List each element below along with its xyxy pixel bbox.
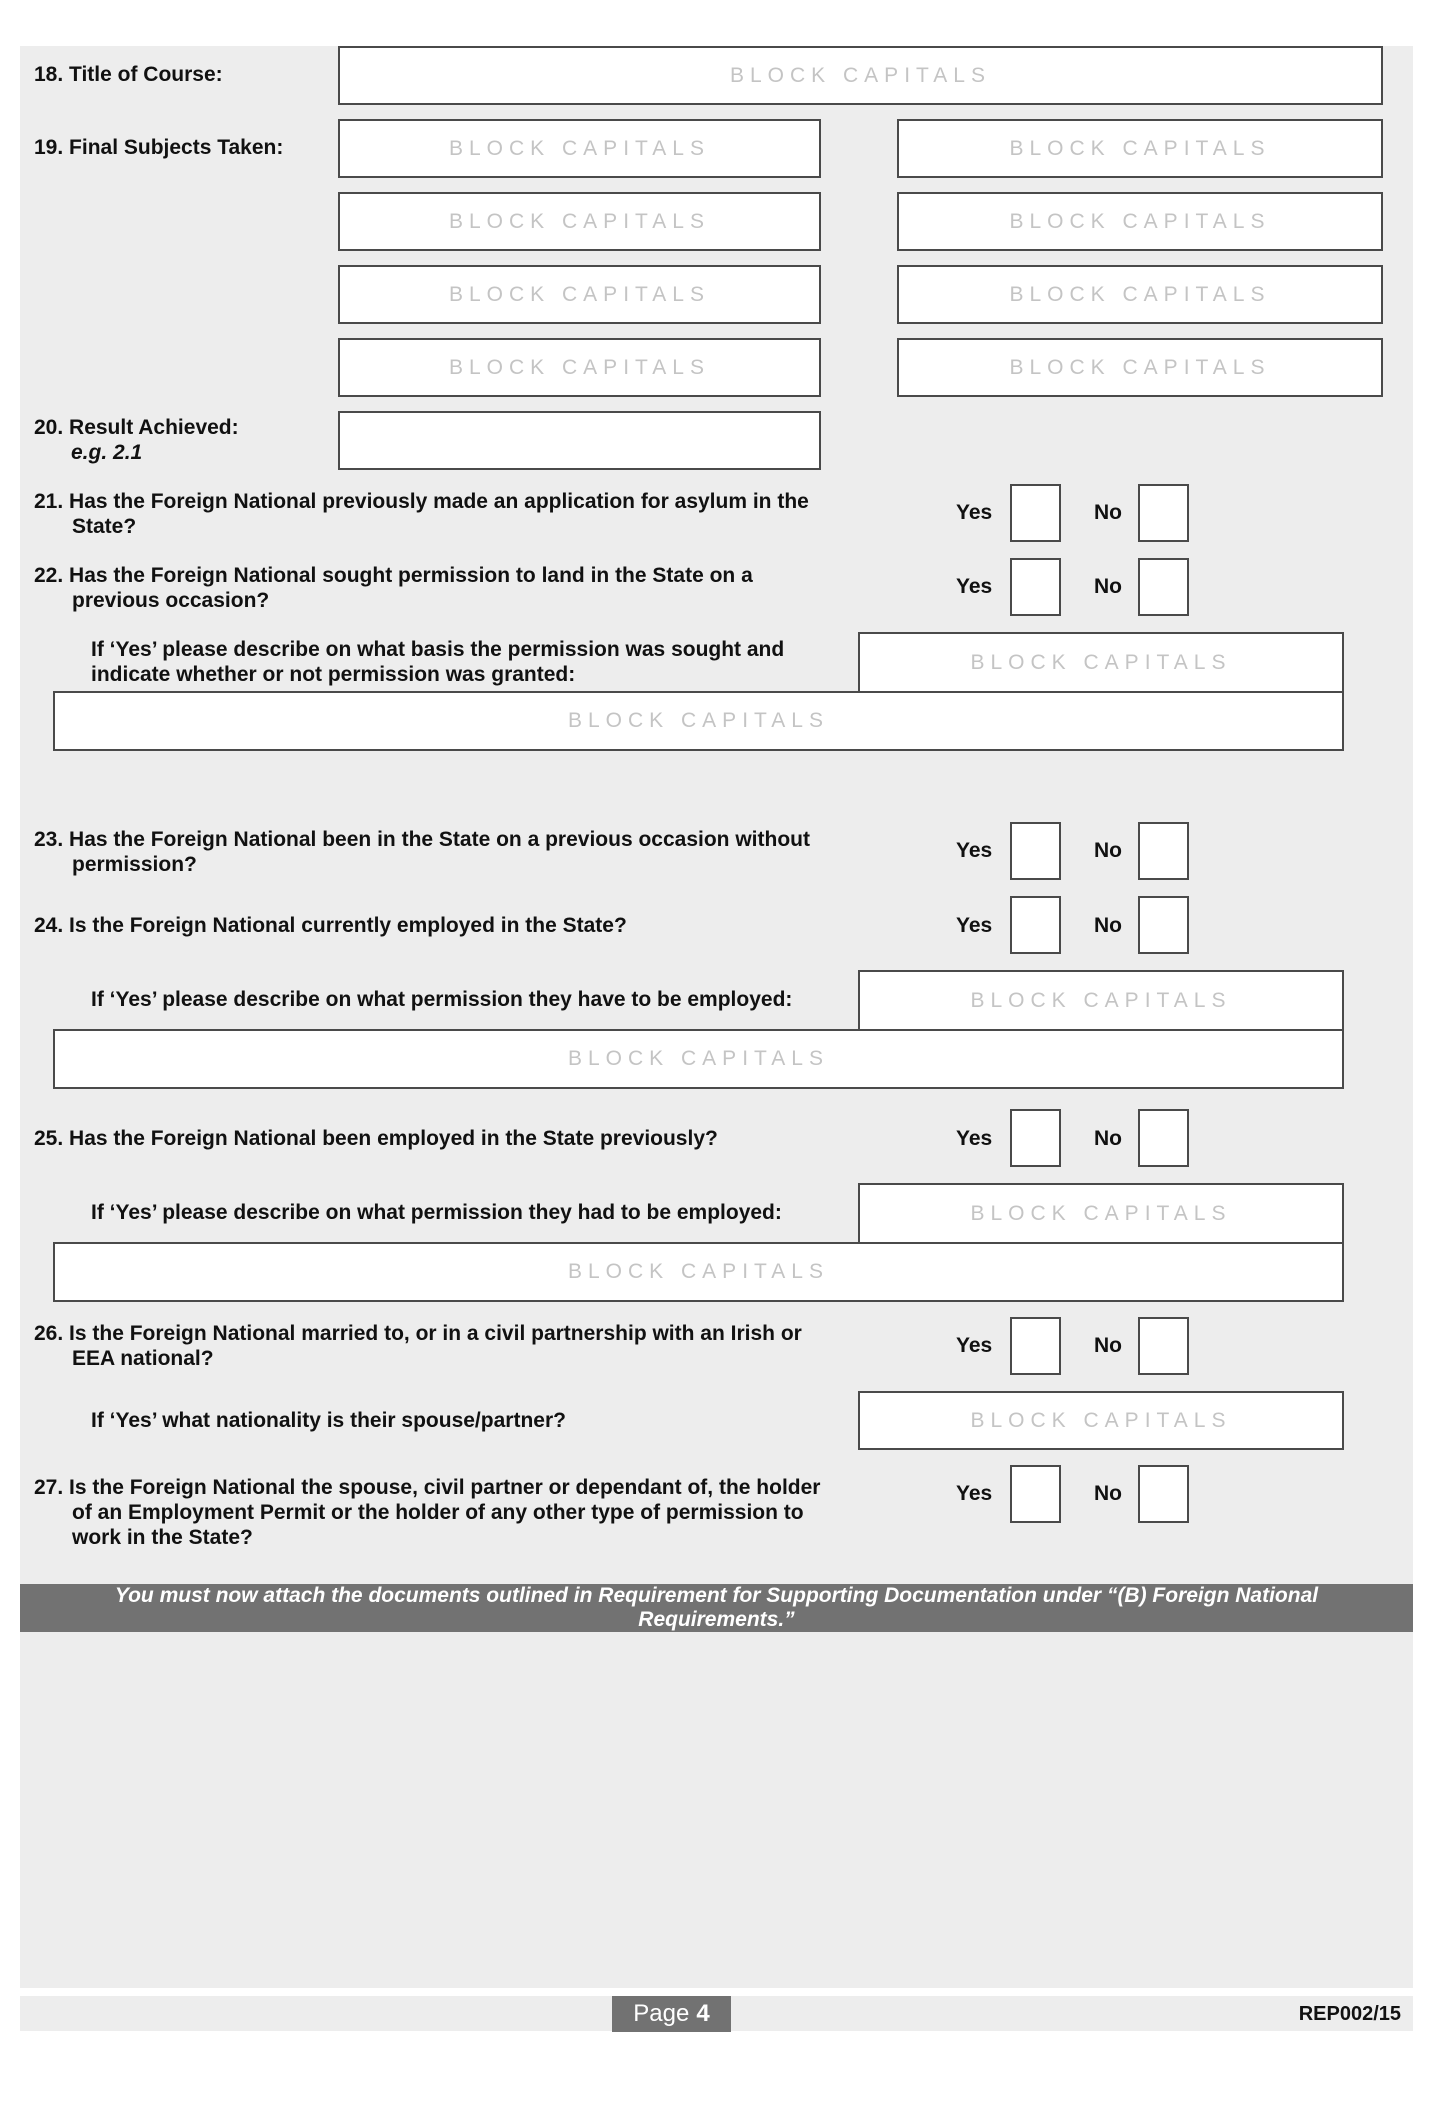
q22-label [34,563,753,613]
page-number: 4 [696,2000,710,2027]
q27-yes-checkbox[interactable] [1010,1465,1061,1523]
q25-no-label: No [1094,1127,1122,1150]
subject-field-1[interactable]: BLOCK CAPITALS [338,119,821,178]
q22-yes-checkbox[interactable] [1010,558,1061,616]
q23-yes-label: Yes [956,839,993,862]
q23-line2: permission? [72,853,197,876]
q23-line1: 23. Has the Foreign National been in the State on a previous occasion without [34,828,810,851]
q26-line2: EEA national? [72,1347,214,1370]
q26-label [34,1321,802,1371]
q21-line1: 21. Has the Foreign National previously made an application for asylum in the [34,490,809,513]
q24-yes-label: Yes [956,914,993,937]
q20-text: 20. Result Achieved: [34,416,239,439]
notice-line1: You must now attach the documents outlined in Requirement for Supporting Documentation under “(B) Foreign National [114,1584,1319,1607]
q27-line1: 27. Is the Foreign National the spouse, civil partner or dependant of, the holder [34,1476,821,1499]
notice-line2: Requirements.” [638,1608,795,1631]
q24-detail-field-1[interactable]: BLOCK CAPITALS [858,970,1344,1031]
q27-label [34,1475,820,1550]
q21-line2: State? [72,515,137,538]
subject-field-5[interactable]: BLOCK CAPITALS [338,265,821,324]
q19-label: 19. Final Subjects Taken: [34,136,284,159]
q25-no-checkbox[interactable] [1138,1109,1189,1167]
q26-yes-label: Yes [956,1334,993,1357]
q22-yes-label: Yes [956,575,993,598]
subject-field-2[interactable]: BLOCK CAPITALS [897,119,1383,178]
page-label: Page [633,2000,690,2027]
q25-detail-field-2[interactable]: BLOCK CAPITALS [53,1242,1344,1302]
q24-no-label: No [1094,914,1122,937]
form-reference: REP002/15 [1298,2003,1401,2025]
q23-no-label: No [1094,839,1122,862]
q24-no-checkbox[interactable] [1138,896,1189,954]
q18-label: 18. Title of Course: [34,63,223,86]
result-field[interactable] [338,411,821,470]
subject-field-4[interactable]: BLOCK CAPITALS [897,192,1383,251]
q27-yes-label: Yes [956,1482,993,1505]
page-number-badge [612,1996,731,2032]
q25-yes-checkbox[interactable] [1010,1109,1061,1167]
q23-yes-checkbox[interactable] [1010,822,1061,880]
q23-no-checkbox[interactable] [1138,822,1189,880]
q25-followup-label: If ‘Yes’ please describe on what permission they had to be employed: [91,1201,782,1224]
q27-line3: work in the State? [72,1526,253,1549]
q22-detail-field-1[interactable]: BLOCK CAPITALS [858,632,1344,693]
q26-no-checkbox[interactable] [1138,1317,1189,1375]
q27-no-label: No [1094,1482,1122,1505]
q25-detail-field-1[interactable]: BLOCK CAPITALS [858,1183,1344,1244]
q20-label [34,415,239,465]
q20-example: e.g. 2.1 [71,441,143,464]
q26-no-label: No [1094,1334,1122,1357]
q25-label: 25. Has the Foreign National been employed in the State previously? [34,1127,718,1150]
spouse-nationality-field[interactable]: BLOCK CAPITALS [858,1391,1344,1450]
q21-yes-label: Yes [956,501,993,524]
q25-yes-label: Yes [956,1127,993,1150]
q22-no-checkbox[interactable] [1138,558,1189,616]
q24-followup-label: If ‘Yes’ please describe on what permission they have to be employed: [91,988,793,1011]
course-title-field[interactable]: BLOCK CAPITALS [338,46,1383,105]
q21-yes-checkbox[interactable] [1010,484,1061,542]
q26-yes-checkbox[interactable] [1010,1317,1061,1375]
q24-yes-checkbox[interactable] [1010,896,1061,954]
q22-no-label: No [1094,575,1122,598]
q22-detail-field-2[interactable]: BLOCK CAPITALS [53,691,1344,751]
q22-if-line2: indicate whether or not permission was granted: [91,663,576,686]
subject-field-6[interactable]: BLOCK CAPITALS [897,265,1383,324]
q22-line2: previous occasion? [72,589,270,612]
q22-line1: 22. Has the Foreign National sought permission to land in the State on a [34,564,753,587]
q22-if-line1: If ‘Yes’ please describe on what basis the permission was sought and [91,638,785,661]
q24-detail-field-2[interactable]: BLOCK CAPITALS [53,1029,1344,1089]
subject-field-3[interactable]: BLOCK CAPITALS [338,192,821,251]
q24-label: 24. Is the Foreign National currently employed in the State? [34,914,627,937]
q21-no-label: No [1094,501,1122,524]
q26-line1: 26. Is the Foreign National married to, or in a civil partnership with an Irish or [34,1322,802,1345]
subject-field-8[interactable]: BLOCK CAPITALS [897,338,1383,397]
q27-no-checkbox[interactable] [1138,1465,1189,1523]
q27-line2: of an Employment Permit or the holder of any other type of permission to [72,1501,804,1524]
supporting-documents-notice [20,1584,1413,1632]
q22-followup-label [91,637,784,687]
q23-label [34,827,810,877]
q21-no-checkbox[interactable] [1138,484,1189,542]
q21-label [34,489,809,539]
q26-followup-label: If ‘Yes’ what nationality is their spouse/partner? [91,1409,566,1432]
subject-field-7[interactable]: BLOCK CAPITALS [338,338,821,397]
